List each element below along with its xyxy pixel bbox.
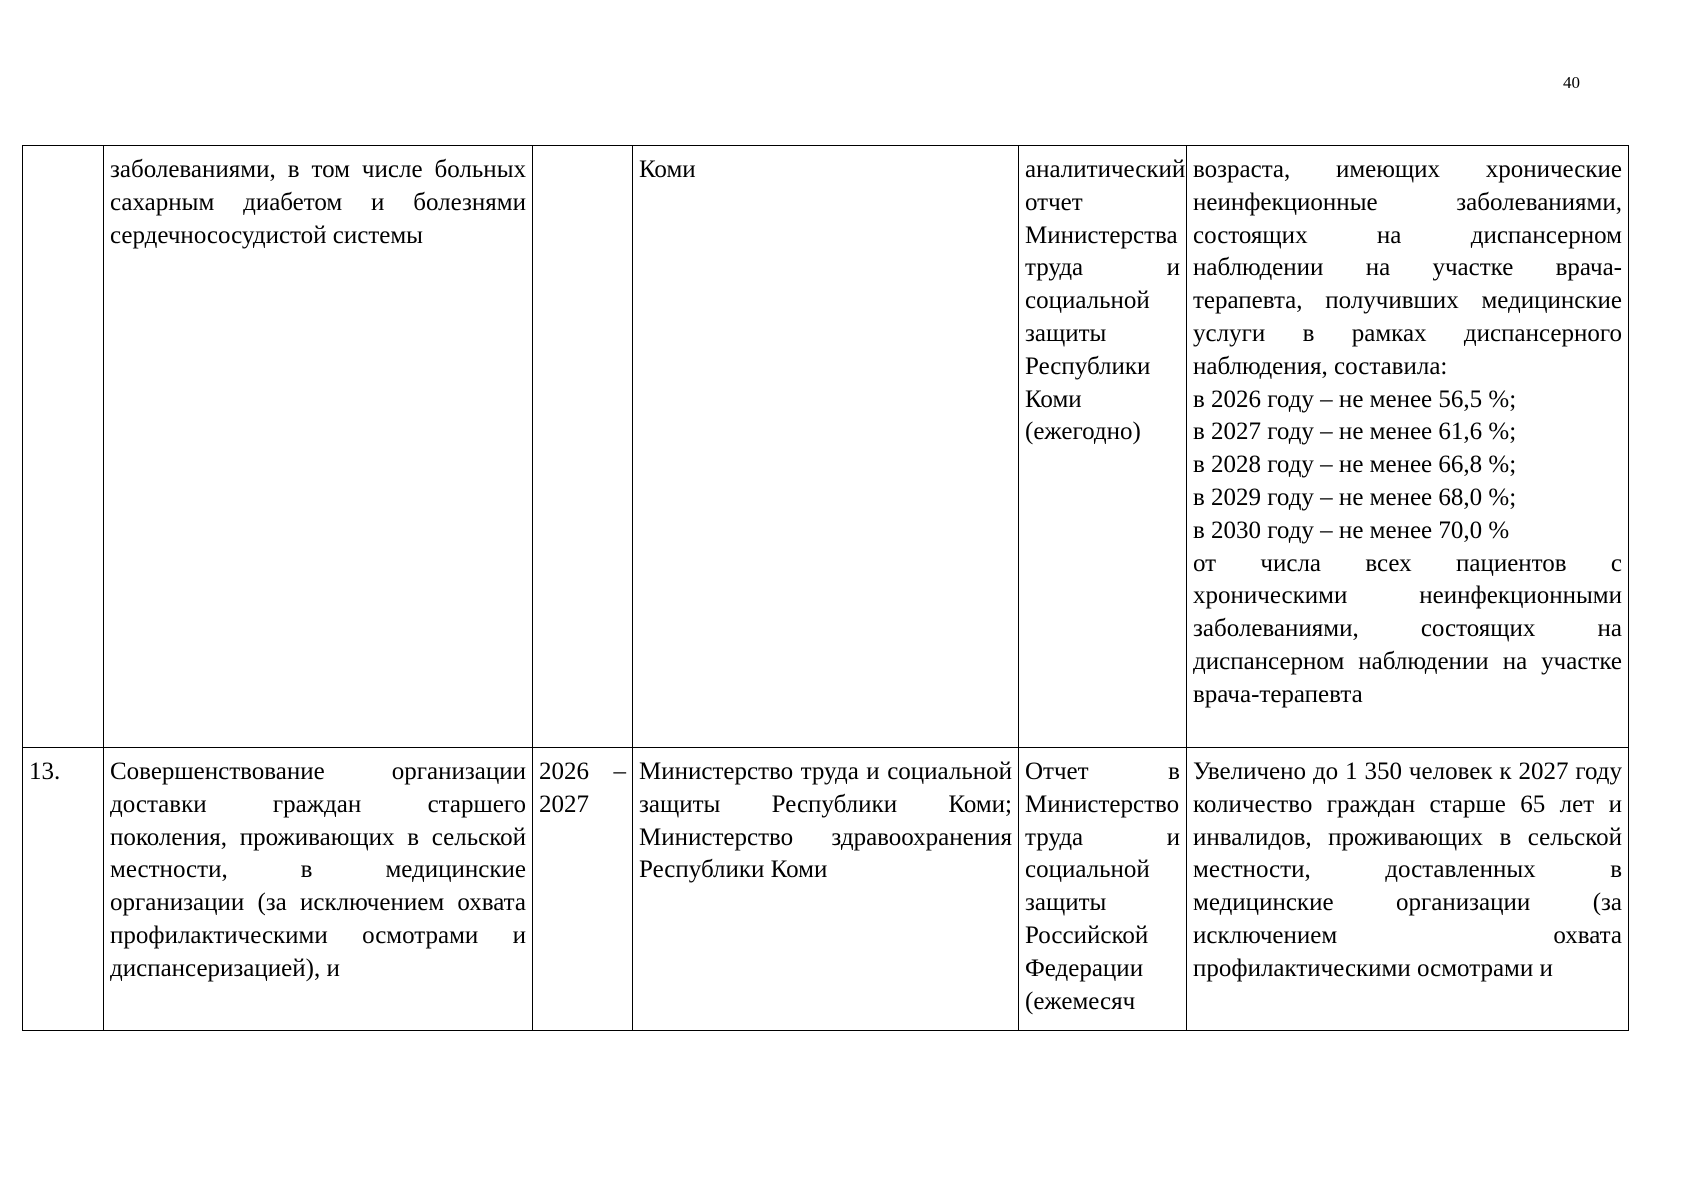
period-cell xyxy=(533,146,633,748)
table-row xyxy=(23,146,1629,748)
responsible-cell xyxy=(633,748,1019,1031)
row-number-cell xyxy=(23,748,104,1031)
result-year-line: в 2030 году – не менее 70,0 % xyxy=(1193,516,1510,544)
measure-cell xyxy=(104,748,533,1031)
report-text: Отчет в Министерство труда и социальной защиты Российской Федерации (ежемесяч xyxy=(1025,758,1180,1015)
measures-table xyxy=(22,145,1629,1031)
result-year-line: в 2029 году – не менее 68,0 %; xyxy=(1193,483,1517,511)
table-row xyxy=(23,748,1629,1031)
result-cell xyxy=(1187,748,1629,1031)
report-cell xyxy=(1019,748,1187,1031)
result-tail-text: от числа всех пациентов с хроническими неинфекционными заболеваниями, состоящих на диспансерном наблюдении на участке врача-терапевта xyxy=(1193,549,1622,708)
responsible-text: Коми xyxy=(639,156,696,183)
result-text: Увеличено до 1 350 человек к 2027 году количество граждан старше 65 лет и инвалидов, проживающих в сельской местности, доставленных в медицинские организации (за исключением охвата профилактическими осмотрами и xyxy=(1193,758,1622,982)
measure-text: Совершенствование организации доставки граждан старшего поколения, проживающих в сельской местности, в медицинские организации (за исключением охвата профилактическими осмотрами и диспансеризацией), и xyxy=(110,758,526,982)
result-text: возраста, имеющих хронические неинфекционные заболеваниями, состоящих на диспансерном наблюдении на участке врача-терапевта, получивших медицинские услуги в рамках диспансерного наблюдения, составила: xyxy=(1193,156,1622,380)
responsible-text: Министерство труда и социальной защиты Республики Коми; Министерство здравоохранения Республики Коми xyxy=(639,758,1012,884)
result-year-line: в 2026 году – не менее 56,5 %; xyxy=(1193,385,1517,413)
result-cell xyxy=(1187,146,1629,748)
result-year-line: в 2027 году – не менее 61,6 %; xyxy=(1193,418,1517,446)
row-number-cell xyxy=(23,146,104,748)
report-cell xyxy=(1019,146,1187,748)
result-year-list xyxy=(1193,384,1622,548)
result-year-line: в 2028 году – не менее 66,8 %; xyxy=(1193,451,1517,479)
responsible-cell xyxy=(633,146,1019,748)
period-text: 2026 – 2027 xyxy=(539,758,626,818)
measure-cell xyxy=(104,146,533,748)
page-number: 40 xyxy=(1563,73,1580,92)
row-number: 13. xyxy=(29,758,61,785)
report-text: аналитический отчет Министерства труда и социальной защиты Республики Коми (ежегодно) xyxy=(1025,156,1186,446)
period-cell xyxy=(533,748,633,1031)
measure-text: заболеваниями, в том числе больных сахарным диабетом и болезнями сердечнососудистой системы xyxy=(110,156,526,249)
